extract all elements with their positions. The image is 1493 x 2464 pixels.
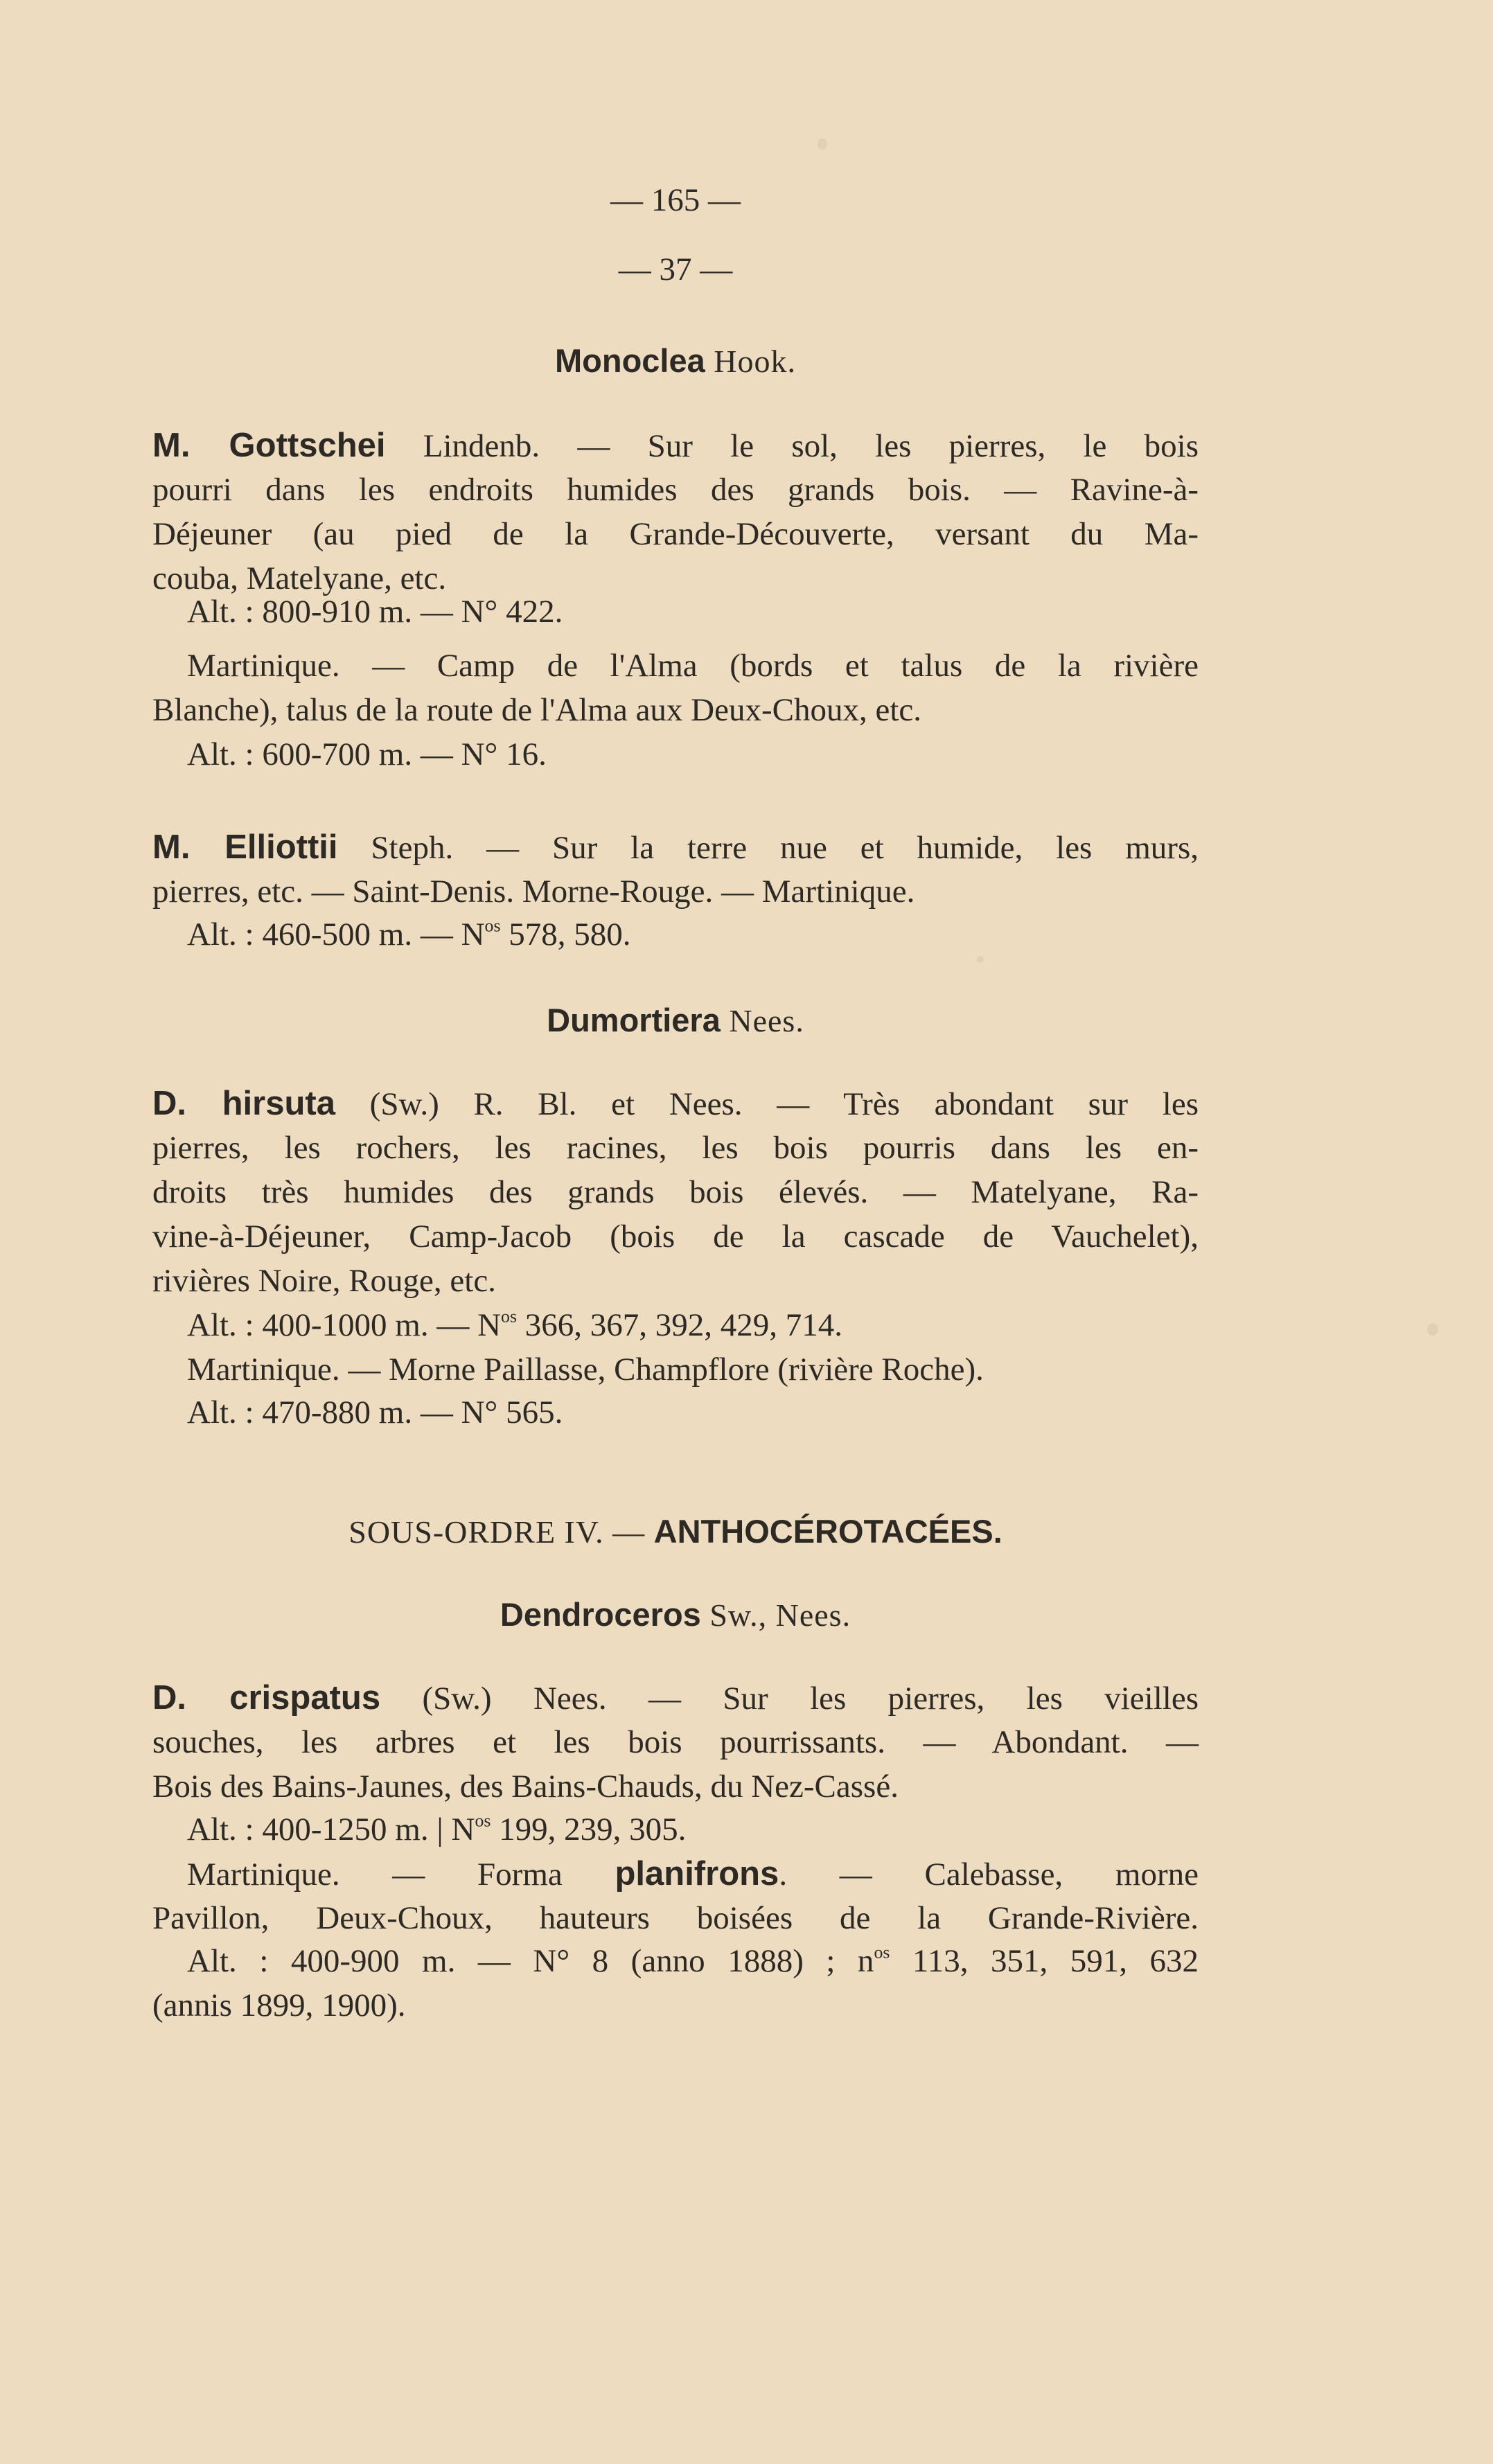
paper-spot bbox=[1427, 1323, 1438, 1336]
altitude-line: Alt. : 470-880 m. — N° 565. bbox=[187, 1394, 563, 1430]
paper-spot bbox=[977, 956, 984, 963]
altitude-line: Alt. : 800-910 m. — N° 422. bbox=[187, 594, 563, 630]
locality-line: Martinique. — Morne Paillasse, Champflore (rivière Roche). bbox=[187, 1351, 984, 1388]
species-entry-elliottii: M. Elliottii Steph. — Sur la terre nue et humide, les murs, bbox=[152, 828, 1199, 866]
page-number-secondary: — 37 — bbox=[618, 251, 733, 287]
text-line: vine-à-Déjeuner, Camp-Jacob (bois de la cascade de Vauchelet), bbox=[152, 1218, 1199, 1255]
altitude-line: Alt. : 600-700 m. — N° 16. bbox=[187, 736, 547, 772]
text-line: pourri dans les endroits humides des grands bois. — Ravine-à- bbox=[152, 472, 1199, 508]
text-line: Bois des Bains-Jaunes, des Bains-Chauds, du Nez-Cassé. bbox=[152, 1769, 899, 1805]
text-line: droits très humides des grands bois élevés. — Matelyane, Ra- bbox=[152, 1174, 1199, 1210]
paper-spot bbox=[818, 139, 827, 150]
page-number: — 165 — bbox=[610, 182, 741, 218]
text-line: Pavillon, Deux-Choux, hauteurs boisées de la Grande-Rivière. bbox=[152, 1900, 1199, 1936]
altitude-line: Alt. : 400-900 m. — N° 8 (anno 1888) ; $n^{os}$ 113, 351, 591, 632 bbox=[187, 1942, 1199, 1979]
text-line: souches, les arbres et les bois pourrissants. — Abondant. — bbox=[152, 1724, 1199, 1760]
text-line: (annis 1899, 1900). bbox=[152, 1987, 406, 2023]
species-entry-gottschei: M. Gottschei Lindenb. — Sur le sol, les pierres, le bois bbox=[152, 427, 1199, 464]
genus-heading-dumortiera: Dumortiera Nees. bbox=[547, 1002, 804, 1038]
species-entry-crispatus: D. crispatus (Sw.) Nees. — Sur les pierres, les vieilles bbox=[152, 1679, 1199, 1717]
text-line: rivières Noire, Rouge, etc. bbox=[152, 1263, 496, 1299]
text-line: Déjeuner (au pied de la Grande-Découverte, versant du Ma- bbox=[152, 516, 1199, 552]
species-entry-hirsuta: D. hirsuta (Sw.) R. Bl. et Nees. — Très abondant sur les bbox=[152, 1085, 1199, 1122]
text-line: pierres, les rochers, les racines, les bois pourris dans les en- bbox=[152, 1130, 1199, 1166]
locality-line: Martinique. — Camp de l'Alma (bords et talus de la rivière bbox=[187, 648, 1199, 684]
genus-heading-monoclea: Monoclea Hook. bbox=[555, 342, 796, 379]
sous-ordre-heading: SOUS-ORDRE IV. — ANTHOCÉROTACÉES. bbox=[348, 1513, 1002, 1550]
altitude-line: Alt. : 400-1250 m. | $N^{os}$ 199, 239, 305. bbox=[187, 1810, 687, 1847]
genus-heading-dendroceros: Dendroceros Sw., Nees. bbox=[500, 1596, 851, 1633]
altitude-line: Alt. : 400-1000 m. — $N^{os}$ 366, 367, 392, 429, 714. bbox=[187, 1306, 843, 1343]
text-line: couba, Matelyane, etc. bbox=[152, 560, 447, 596]
altitude-line: Alt. : 460-500 m. — $N^{os}$ 578, 580. bbox=[187, 915, 631, 952]
forma-line: Martinique. — Forma planifrons. — Calebasse, morne bbox=[187, 1855, 1199, 1893]
text-line: Blanche), talus de la route de l'Alma aux Deux-Choux, etc. bbox=[152, 692, 922, 728]
text-line: pierres, etc. — Saint-Denis. Morne-Rouge. — Martinique. bbox=[152, 874, 915, 910]
